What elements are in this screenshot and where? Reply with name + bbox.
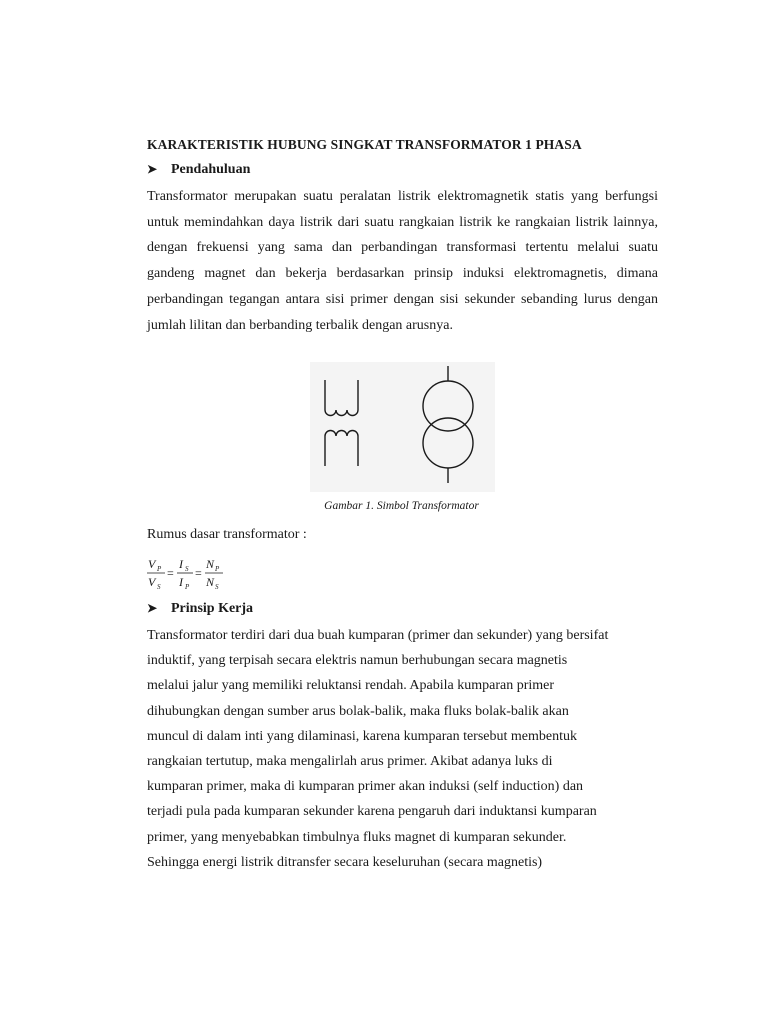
formula-f2-den-sub: P xyxy=(185,583,190,591)
formula-f1-num-sub: P xyxy=(157,565,162,573)
paragraph-line: kumparan primer, maka di kumparan primer akan induksi (self induction) dan xyxy=(147,779,584,795)
paragraph-line: induktif, yang terpisah secara elektris namun berhubungan secara magnetis xyxy=(147,653,568,669)
formula-f2-num: I xyxy=(179,557,183,571)
intro-paragraph: Transformator merupakan suatu peralatan listrik elektromagnetik statis yang berfungsi untuk memindahkan daya listrik dari suatu rangkaian listrik ke rangkaian listrik lainnya, dengan frekuensi yang sama dan perbandingan transformasi tertentu melalui suatu gandeng magnet dan bekerja berdasarkan prinsip induksi elektromagnetis, dimana perbandingan tegangan antara sisi primer dengan sisi sekunder sebanding lurus dengan jumlah lilitan dan berbanding terbalik dengan arusnya. xyxy=(147,189,658,333)
formula-f1-den-sub: S xyxy=(157,583,161,591)
formula-f3-den-sub: S xyxy=(215,583,219,591)
formula-f1-num: V xyxy=(148,557,156,571)
transformer-formula xyxy=(147,553,237,593)
formula-f1-den: V xyxy=(148,575,156,589)
paragraph-line: Sehingga energi listrik ditransfer secara keseluruhan (secara magnetis) xyxy=(147,854,543,870)
section-heading-label: Prinsip Kerja xyxy=(171,601,254,616)
formula-f3-den: N xyxy=(206,575,215,589)
formula-eq1: = xyxy=(167,566,174,580)
figure-caption: Gambar 1. Simbol Transformator xyxy=(324,500,479,512)
paragraph-line: primer, yang menyebabkan timbulnya fluks magnet di kumparan sekunder. xyxy=(147,829,567,845)
paragraph-line: terjadi pula pada kumparan sekunder karena pengaruh dari induktansi kumparan xyxy=(147,804,597,820)
formula-f3-num-sub: P xyxy=(215,565,220,573)
document-title: KARAKTERISTIK HUBUNG SINGKAT TRANSFORMATOR 1 PHASA xyxy=(147,137,582,152)
transformer-symbol-icon xyxy=(310,362,495,492)
transformer-symbol-figure xyxy=(310,362,495,492)
paragraph-line: dihubungkan dengan sumber arus bolak-balik, maka fluks bolak-balik akan xyxy=(147,703,569,719)
formula-f2-den: I xyxy=(179,575,183,589)
prinsip-kerja-paragraph xyxy=(147,623,658,875)
formula-label: Rumus dasar transformator : xyxy=(147,527,307,542)
arrow-bullet-icon: ➤ xyxy=(147,601,158,615)
formula-eq2: = xyxy=(195,566,202,580)
paragraph-line: muncul di dalam inti yang dilaminasi, karena kumparan tersebut membentuk xyxy=(147,728,577,744)
paragraph-line: Transformator terdiri dari dua buah kumparan (primer dan sekunder) yang bersifat xyxy=(147,628,609,643)
arrow-bullet-icon: ➤ xyxy=(147,162,158,176)
paragraph-line: melalui jalur yang memiliki reluktansi rendah. Apabila kumparan primer xyxy=(147,678,555,694)
paragraph-line: rangkaian tertutup, maka mengalirlah arus primer. Akibat adanya luks di xyxy=(147,754,553,770)
section-heading-label: Pendahuluan xyxy=(171,162,251,177)
section-heading-prinsip-kerja xyxy=(147,601,253,617)
formula-f2-num-sub: S xyxy=(185,565,189,573)
formula-f3-num: N xyxy=(206,557,215,571)
section-heading-pendahuluan xyxy=(147,162,250,178)
